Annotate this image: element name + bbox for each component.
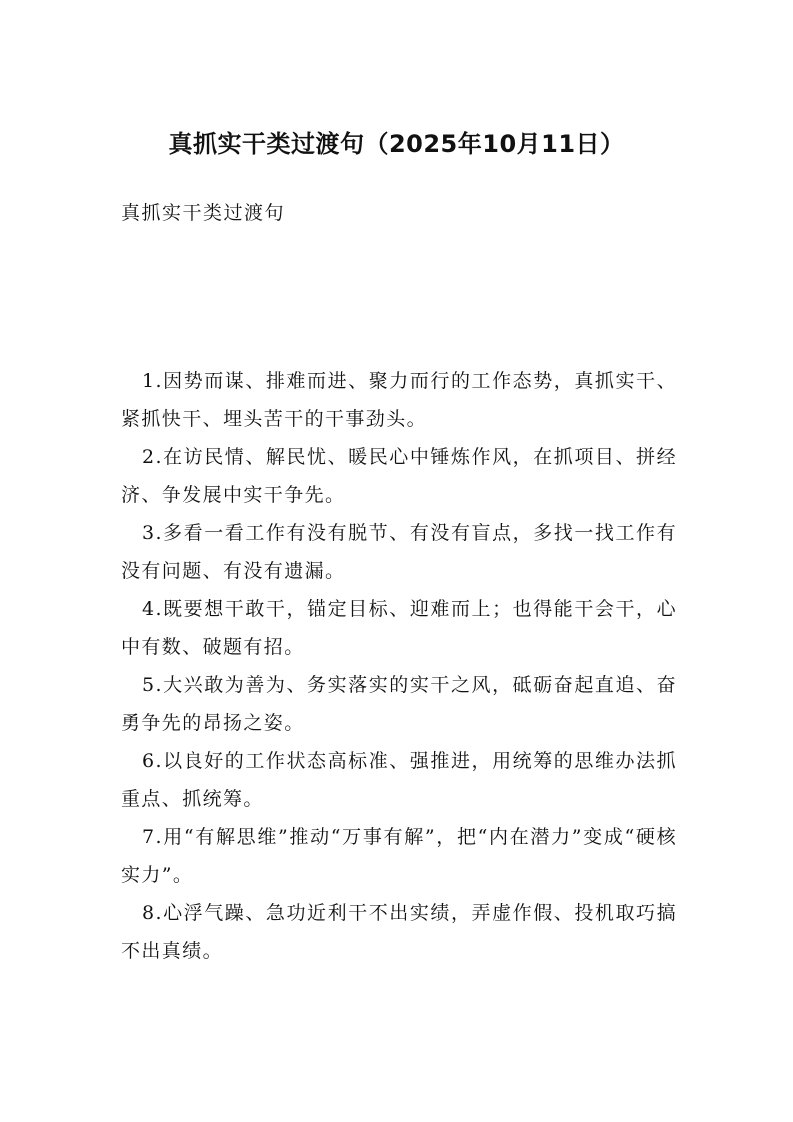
paragraph-8: 8.心浮气躁、急功近利干不出实绩，弄虚作假、投机取巧搞不出真绩。: [121, 902, 677, 962]
paragraph-5: 5.大兴敢为善为、务实落实的实干之风，砥砺奋起直追、奋勇争先的昂扬之姿。: [121, 674, 677, 734]
document-subtitle: 真抓实干类过渡句: [121, 202, 286, 224]
paragraph-list: [121, 362, 677, 970]
document-title: 真抓实干类过渡句（2025年10月11日）: [168, 130, 625, 158]
paragraph-2: 2.在访民情、解民忧、暖民心中锤炼作风，在抓项目、拼经济、争发展中实干争先。: [121, 446, 677, 506]
paragraph-3: 3.多看一看工作有没有脱节、有没有盲点，多找一找工作有没有问题、有没有遗漏。: [121, 522, 677, 582]
paragraph-1: 1.因势而谋、排难而进、聚力而行的工作态势，真抓实干、紧抓快干、埋头苦干的干事劲头。: [121, 370, 677, 430]
paragraph-7: 7.用“有解思维”推动“万事有解”，把“内在潜力”变成“硬核实力”。: [121, 826, 677, 886]
paragraph-6: 6.以良好的工作状态高标准、强推进，用统筹的思维办法抓重点、抓统筹。: [121, 750, 677, 810]
paragraph-4: 4.既要想干敢干，锚定目标、迎难而上；也得能干会干，心中有数、破题有招。: [121, 598, 677, 658]
